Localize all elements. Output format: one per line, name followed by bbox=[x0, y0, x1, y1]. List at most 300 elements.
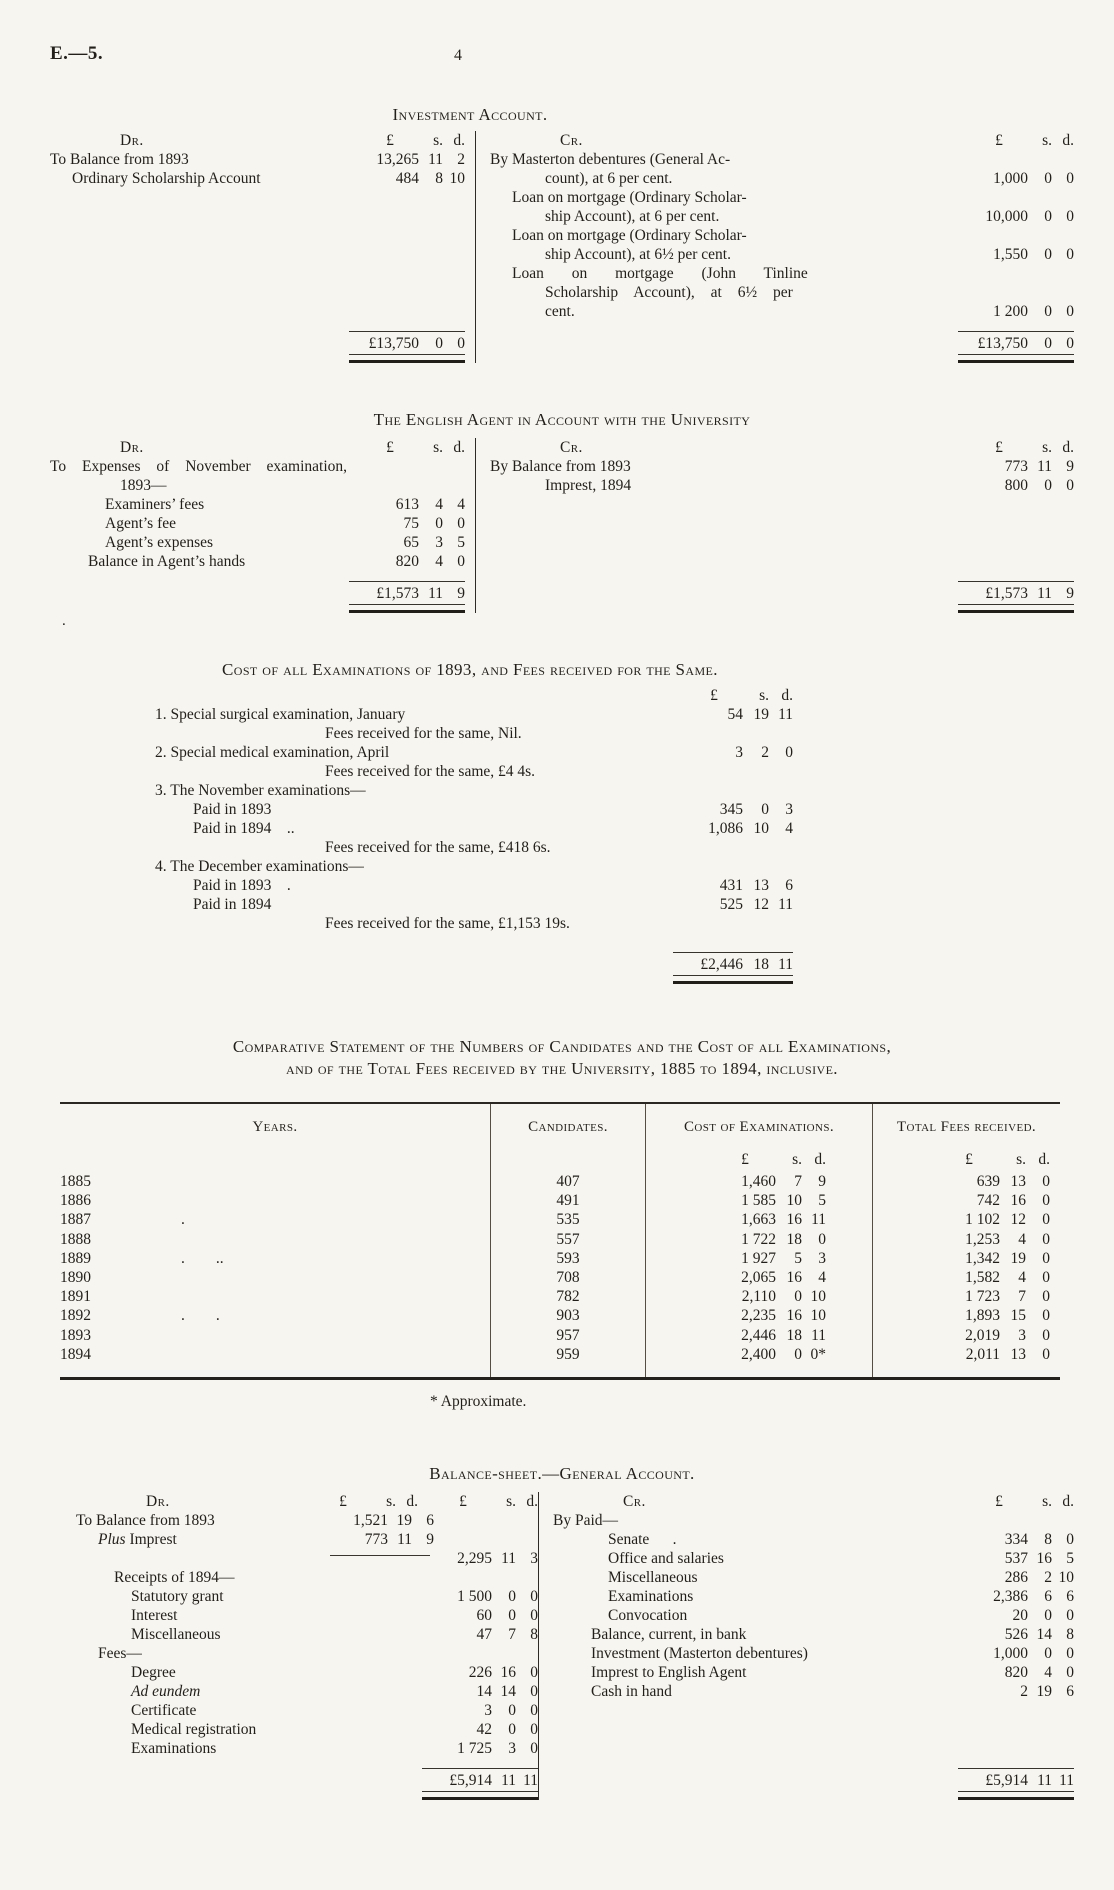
ledger-row bbox=[553, 1625, 1074, 1644]
cost-amount bbox=[646, 1326, 872, 1345]
total-amount-value-s: 0 bbox=[1044, 335, 1052, 352]
amount-p: 820 bbox=[1004, 1663, 1028, 1681]
amount-col2-s: 0 bbox=[508, 1701, 516, 1719]
cost-value-s: 10 bbox=[786, 1192, 802, 1210]
money-column-header-p: £ bbox=[995, 1492, 1003, 1510]
masthead bbox=[50, 44, 1074, 64]
double-rule bbox=[958, 354, 1074, 363]
amount-p: 10,000 bbox=[985, 208, 1028, 225]
total-amount-value-p: £1,573 bbox=[376, 585, 419, 602]
money-column-header-p: £ bbox=[386, 439, 394, 456]
total-block bbox=[958, 1768, 1074, 1800]
money-column-header-s: s. bbox=[506, 1492, 516, 1510]
amount bbox=[970, 1663, 1074, 1682]
money-column-header-d: d. bbox=[781, 687, 793, 704]
amount-col2 bbox=[434, 1587, 538, 1606]
fees-value-p: 1,342 bbox=[965, 1249, 1000, 1267]
cost-value-d: 5 bbox=[818, 1192, 826, 1210]
cost-value-d: 9 bbox=[818, 1173, 826, 1190]
money-column-header-s: s. bbox=[1042, 1492, 1052, 1510]
money-column-header-p: £ bbox=[995, 132, 1003, 149]
money-column-header-s: s. bbox=[792, 1151, 802, 1168]
ledger-line: Investment (Masterton debentures) bbox=[591, 1644, 808, 1662]
amount bbox=[361, 514, 465, 533]
amount-d: 0 bbox=[1066, 246, 1074, 263]
amount bbox=[970, 1644, 1074, 1663]
ledger-line: Plus Imprest bbox=[98, 1530, 177, 1548]
ledger-row-text bbox=[553, 1530, 970, 1549]
amount-s: 14 bbox=[1036, 1625, 1052, 1643]
ledger-row bbox=[50, 533, 465, 552]
amount bbox=[685, 895, 793, 914]
ledger-row-text bbox=[490, 188, 970, 226]
balance-sheet-ledger bbox=[50, 1492, 1074, 1800]
ledger-row-text bbox=[50, 514, 361, 533]
candidates-cell: 535 bbox=[490, 1210, 645, 1229]
total-amount-value-p: £5,914 bbox=[449, 1771, 492, 1789]
ledger-row-text bbox=[553, 1511, 1074, 1530]
comparative-title-line2: and of the Total Fees received by the University, 1885 to 1894, inclusive. bbox=[286, 1059, 838, 1078]
ledger-line: Interest bbox=[131, 1606, 178, 1624]
dr-cr-label: Dr. bbox=[120, 132, 144, 149]
money-column-header-p: £ bbox=[339, 1492, 347, 1510]
amount-col2 bbox=[434, 1625, 538, 1644]
candidates-cell: 407 bbox=[490, 1172, 645, 1191]
cost-value-s: 16 bbox=[786, 1307, 802, 1325]
cost-value-p: 1,460 bbox=[741, 1173, 776, 1190]
amount-col1 bbox=[330, 1511, 434, 1530]
money-column-header-s: s. bbox=[759, 687, 769, 704]
ledger-row bbox=[490, 226, 1074, 264]
ledger-line: Imprest, 1894 bbox=[545, 477, 632, 494]
ledger-row-text bbox=[76, 1606, 330, 1625]
amount-col2-s: 0 bbox=[508, 1606, 516, 1624]
fees-value-p: 2,011 bbox=[965, 1345, 1000, 1363]
money-column-header bbox=[345, 131, 465, 150]
ledger-line: To Balance from 1893 bbox=[76, 1511, 215, 1529]
amount-col1-s: 19 bbox=[396, 1511, 412, 1529]
total-amount-value-d: 0 bbox=[1066, 335, 1074, 352]
money-subheader-cell bbox=[490, 1150, 645, 1172]
money-column-headers bbox=[298, 1492, 538, 1511]
ledger-row-text bbox=[553, 1644, 970, 1663]
fees-value-d: 0 bbox=[1042, 1345, 1050, 1363]
amount-s: 11 bbox=[428, 151, 443, 168]
cost-value-d: 4 bbox=[818, 1268, 826, 1286]
ledger-line: Agent’s expenses bbox=[105, 534, 214, 551]
ledger-row-text bbox=[50, 495, 361, 514]
total-amount bbox=[958, 581, 1074, 604]
cost-value-p: 1 585 bbox=[741, 1192, 776, 1210]
money-subheader bbox=[646, 1150, 872, 1169]
account-side-header bbox=[76, 1492, 538, 1511]
amount-col2-s: 7 bbox=[508, 1625, 516, 1643]
amount-d: 4 bbox=[457, 496, 465, 513]
fees-cell bbox=[872, 1306, 1060, 1325]
ledger-row bbox=[50, 457, 465, 495]
candidates-cell: 708 bbox=[490, 1268, 645, 1287]
amount-s: 11 bbox=[1037, 458, 1052, 475]
ledger-line: Loan on mortgage (Ordinary Scholar- bbox=[512, 189, 747, 206]
total-amount-value-s: 11 bbox=[428, 585, 443, 602]
ledger-row-text bbox=[553, 1587, 970, 1606]
amount-col1 bbox=[330, 1530, 434, 1549]
amount-col2-p: 42 bbox=[476, 1720, 492, 1738]
ledger-line: To Balance from 1893 bbox=[50, 151, 189, 168]
ledger-row bbox=[76, 1682, 538, 1701]
account-side-header bbox=[490, 438, 1074, 457]
money-column-header bbox=[954, 131, 1074, 150]
ledger-line: Imprest to English Agent bbox=[591, 1663, 747, 1681]
cost-amount bbox=[646, 1230, 872, 1249]
cost-line: 2. Special medical examination, April bbox=[155, 744, 390, 761]
money-column-header-p: £ bbox=[459, 1492, 467, 1510]
amount-s: 0 bbox=[1044, 208, 1052, 225]
ledger-row bbox=[553, 1606, 1074, 1625]
fees-amount bbox=[873, 1230, 1060, 1249]
fees-value-p: 1 723 bbox=[965, 1288, 1000, 1306]
ledger-row bbox=[50, 514, 465, 533]
money-column-header bbox=[698, 1150, 826, 1169]
ledger-row-text bbox=[490, 150, 970, 188]
fees-value bbox=[938, 1249, 1050, 1268]
money-subheader-cell bbox=[645, 1150, 872, 1172]
year-cell bbox=[60, 1306, 490, 1325]
cost-row bbox=[155, 762, 793, 781]
money-column-header-p: £ bbox=[386, 132, 394, 149]
ledger-line: Examinations bbox=[608, 1587, 694, 1605]
money-column-header-s: s. bbox=[1016, 1151, 1026, 1168]
money-column-header-p: £ bbox=[741, 1151, 749, 1168]
ledger-line: Convocation bbox=[608, 1606, 688, 1624]
ledger-row-text bbox=[76, 1625, 330, 1644]
total-row bbox=[155, 952, 793, 984]
fees-value-s: 13 bbox=[1010, 1345, 1026, 1363]
cost-row bbox=[155, 800, 793, 819]
cost-value-s: 16 bbox=[786, 1211, 802, 1229]
investment-dr-side bbox=[50, 131, 476, 363]
amount-d: 10 bbox=[449, 170, 465, 187]
candidates-cell: 557 bbox=[490, 1230, 645, 1249]
amount-s: 2 bbox=[1044, 1568, 1052, 1586]
fees-value-d: 0 bbox=[1042, 1268, 1050, 1286]
ledger-row bbox=[490, 476, 1074, 495]
year-value: 1891 bbox=[60, 1288, 91, 1306]
amount-p: 345 bbox=[719, 801, 743, 818]
fees-value bbox=[938, 1191, 1050, 1210]
fees-cell bbox=[872, 1345, 1060, 1364]
total-amount bbox=[349, 581, 465, 604]
amount-col1-p: 773 bbox=[364, 1530, 388, 1548]
cost-value bbox=[714, 1210, 826, 1229]
total-amount bbox=[673, 952, 793, 975]
cost-value-s: 5 bbox=[794, 1249, 802, 1267]
account-side-header bbox=[553, 1492, 1074, 1511]
total-amount-value-d: 0 bbox=[457, 335, 465, 352]
year-value: 1885 bbox=[60, 1173, 91, 1190]
amount-d: 10 bbox=[1058, 1568, 1074, 1586]
fees-value-p: 742 bbox=[976, 1192, 1000, 1210]
amount-p: 773 bbox=[1004, 458, 1028, 475]
cost-value-p: 2,235 bbox=[741, 1307, 776, 1325]
amount-col2-p: 14 bbox=[476, 1682, 492, 1700]
balance-dr-side bbox=[50, 1492, 539, 1800]
cost-line: Paid in 1893 bbox=[193, 801, 272, 818]
ledger-line: Agent’s fee bbox=[105, 515, 177, 532]
carry-amount-s: 11 bbox=[501, 1549, 516, 1567]
cost-line: Fees received for the same, £418 6s. bbox=[325, 839, 551, 856]
ledger-row bbox=[553, 1663, 1074, 1682]
fees-value-s: 16 bbox=[1010, 1192, 1026, 1210]
cost-value bbox=[714, 1172, 826, 1191]
amount-col2-d: 0 bbox=[530, 1663, 538, 1681]
amount-col2-p: 1 500 bbox=[457, 1587, 492, 1605]
ledger-row-text bbox=[76, 1663, 330, 1682]
ledger-line: By Paid— bbox=[553, 1511, 619, 1529]
amount bbox=[970, 302, 1074, 321]
fees-value-d: 0 bbox=[1042, 1307, 1050, 1325]
amount-p: 800 bbox=[1004, 477, 1028, 494]
stray-marks: . . bbox=[181, 1307, 220, 1325]
ledger-row bbox=[553, 1511, 1074, 1530]
ledger-row-text bbox=[553, 1606, 970, 1625]
cost-amount bbox=[646, 1345, 872, 1364]
total-amount bbox=[958, 1768, 1074, 1791]
amount-s: 6 bbox=[1044, 1587, 1052, 1605]
money-column-header-d: d. bbox=[453, 132, 465, 149]
amount-col1-d: 9 bbox=[426, 1530, 434, 1548]
stray-marks: . .. bbox=[181, 1249, 224, 1267]
amount-p: 2 bbox=[1020, 1682, 1028, 1700]
amount-col2-p: 226 bbox=[468, 1663, 492, 1681]
money-column-header bbox=[418, 1492, 538, 1511]
amount bbox=[361, 150, 465, 169]
spacer bbox=[490, 321, 1074, 331]
amount-d: 0 bbox=[1066, 1530, 1074, 1548]
table-bottom-padding bbox=[645, 1364, 872, 1377]
dr-cr-label: Dr. bbox=[146, 1492, 170, 1510]
total-amount-value-s: 18 bbox=[753, 956, 769, 973]
cost-of-examinations-list bbox=[155, 686, 793, 984]
amount bbox=[970, 1549, 1074, 1568]
fees-amount bbox=[873, 1249, 1060, 1268]
cost-value-p: 1 927 bbox=[741, 1249, 776, 1267]
cost-money-header bbox=[155, 686, 793, 705]
cost-value-d: 0 bbox=[818, 1230, 826, 1248]
total-amount-value bbox=[958, 334, 1074, 353]
total-row bbox=[553, 1768, 1074, 1800]
carry-amount bbox=[434, 1549, 538, 1568]
amount-s: 13 bbox=[753, 877, 769, 894]
fees-value-p: 1 102 bbox=[965, 1211, 1000, 1229]
money-column-header bbox=[954, 438, 1074, 457]
ledger-row bbox=[76, 1701, 538, 1720]
cost-value-s: 16 bbox=[786, 1268, 802, 1286]
total-amount-value-s: 11 bbox=[1037, 1771, 1052, 1789]
cost-value-p: 1,663 bbox=[741, 1211, 776, 1229]
total-amount-value-d: 9 bbox=[457, 585, 465, 602]
year-cell bbox=[60, 1249, 490, 1268]
dr-cr-label: Cr. bbox=[560, 132, 583, 149]
stray-ink-dot: . bbox=[62, 613, 66, 629]
cost-row bbox=[155, 819, 793, 838]
fees-value-p: 1,893 bbox=[965, 1307, 1000, 1325]
amount-d: 0 bbox=[1066, 1663, 1074, 1681]
ledger-row-text bbox=[490, 476, 970, 495]
year-cell bbox=[60, 1268, 490, 1287]
account-side-header bbox=[490, 131, 1074, 150]
ledger-row-text bbox=[50, 150, 361, 169]
amount-p: 13,265 bbox=[376, 151, 419, 168]
money-column-header bbox=[298, 1492, 418, 1511]
total-amount-value bbox=[349, 584, 465, 603]
ledger-row-text bbox=[76, 1644, 330, 1663]
amount-col2-p: 3 bbox=[484, 1701, 492, 1719]
amount-s: 0 bbox=[1044, 170, 1052, 187]
dr-cr-label: Cr. bbox=[560, 439, 583, 456]
ledger-row bbox=[76, 1720, 538, 1739]
ledger-row bbox=[50, 552, 465, 571]
ledger-row-text bbox=[553, 1663, 970, 1682]
amount bbox=[685, 819, 793, 838]
fees-value-d: 0 bbox=[1042, 1288, 1050, 1306]
column-header: Cost of Examinations. bbox=[645, 1104, 872, 1150]
cost-row-text bbox=[155, 724, 793, 743]
spacer bbox=[155, 933, 793, 943]
ledger-row-text bbox=[76, 1587, 330, 1606]
money-column-header-p: £ bbox=[995, 439, 1003, 456]
carry-amount-p: 2,295 bbox=[457, 1549, 492, 1567]
cost-row-text bbox=[155, 914, 793, 933]
ledger-row bbox=[490, 188, 1074, 226]
total-block bbox=[958, 581, 1074, 613]
fees-value bbox=[938, 1268, 1050, 1287]
amount bbox=[970, 207, 1074, 226]
amount-p: 286 bbox=[1004, 1568, 1028, 1586]
amount-d: 11 bbox=[778, 896, 793, 913]
amount-p: 334 bbox=[1004, 1530, 1028, 1548]
cost-value-p: 2,110 bbox=[741, 1288, 776, 1306]
cost-row bbox=[155, 876, 793, 895]
table-footnote: * Approximate. bbox=[430, 1392, 527, 1410]
amount-d: 0 bbox=[1066, 303, 1074, 320]
cost-row bbox=[155, 914, 793, 933]
money-column-header-p: £ bbox=[710, 687, 718, 704]
amount-s: 0 bbox=[435, 515, 443, 532]
cost-row bbox=[155, 857, 793, 876]
cost-row bbox=[155, 705, 793, 724]
cost-cell bbox=[645, 1326, 872, 1345]
amount-d: 5 bbox=[457, 534, 465, 551]
amount-col2 bbox=[434, 1701, 538, 1720]
fees-value-p: 1,253 bbox=[965, 1230, 1000, 1248]
ledger-row-text bbox=[76, 1720, 330, 1739]
total-amount-value bbox=[422, 1771, 538, 1790]
ledger-line: Balance, current, in bank bbox=[591, 1625, 747, 1643]
ledger-line: Scholarship Account), at 6½ per bbox=[545, 284, 793, 301]
ledger-row-text bbox=[50, 552, 361, 571]
comparative-title-line1: Comparative Statement of the Numbers of Candidates and the Cost of all Examinations, bbox=[232, 1037, 892, 1056]
ledger-line: Examiners’ fees bbox=[105, 496, 205, 513]
total-amount-value-p: £13,750 bbox=[977, 335, 1028, 352]
total-amount-value-d: 11 bbox=[523, 1771, 538, 1789]
amount-d: 3 bbox=[785, 801, 793, 818]
fees-value-s: 12 bbox=[1010, 1211, 1026, 1229]
year-value: 1893 bbox=[60, 1326, 91, 1344]
amount-p: 526 bbox=[1004, 1625, 1028, 1643]
ledger-line: ship Account), at 6 per cent. bbox=[545, 208, 720, 225]
amount-d: 0 bbox=[457, 515, 465, 532]
cost-row bbox=[155, 781, 793, 800]
fees-value-s: 4 bbox=[1018, 1230, 1026, 1248]
money-subheader bbox=[873, 1150, 1060, 1169]
cost-row-text bbox=[155, 895, 685, 914]
amount-p: 1,000 bbox=[993, 1644, 1028, 1662]
amount bbox=[970, 457, 1074, 476]
amount-p: 820 bbox=[395, 553, 419, 570]
fees-cell bbox=[872, 1287, 1060, 1306]
money-column-header-s: s. bbox=[1042, 132, 1052, 149]
cost-line: 1. Special surgical examination, January bbox=[155, 706, 406, 723]
spacer bbox=[553, 1701, 1074, 1768]
money-column-header-p: £ bbox=[965, 1151, 973, 1168]
amount-p: 613 bbox=[395, 496, 419, 513]
amount-p: 2,386 bbox=[993, 1587, 1028, 1605]
double-rule bbox=[349, 354, 465, 363]
account-side-header bbox=[50, 131, 465, 150]
money-column-header bbox=[922, 1150, 1050, 1169]
double-rule bbox=[958, 1791, 1074, 1800]
amount-col2-d: 0 bbox=[530, 1587, 538, 1605]
ledger-row-text bbox=[50, 533, 361, 552]
amount-col2 bbox=[434, 1606, 538, 1625]
page-number: 4 bbox=[454, 47, 462, 64]
cost-cell bbox=[645, 1345, 872, 1364]
amount-s: 10 bbox=[753, 820, 769, 837]
amount-d: 9 bbox=[1066, 458, 1074, 475]
ledger-row bbox=[76, 1606, 538, 1625]
column-header: Years. bbox=[252, 1118, 298, 1135]
money-column-header-d: d. bbox=[453, 439, 465, 456]
cost-amount bbox=[646, 1306, 872, 1325]
amount-col2-s: 16 bbox=[500, 1663, 516, 1681]
ledger-line: Loan on mortgage (Ordinary Scholar- bbox=[512, 227, 747, 244]
table-bottom-padding bbox=[490, 1364, 645, 1377]
cost-row-text bbox=[155, 838, 793, 857]
cost-line: Paid in 1894 bbox=[193, 896, 272, 913]
money-column-header bbox=[954, 1492, 1074, 1511]
money-column-header-d: d. bbox=[526, 1492, 538, 1510]
cost-value-s: 7 bbox=[794, 1173, 802, 1190]
amount bbox=[970, 476, 1074, 495]
ledger-line: Degree bbox=[131, 1663, 176, 1681]
amount bbox=[970, 1530, 1074, 1549]
money-column-header-s: s. bbox=[386, 1492, 396, 1510]
ledger-row-text bbox=[490, 457, 970, 476]
amount-d: 0 bbox=[457, 553, 465, 570]
account-side-header bbox=[50, 438, 465, 457]
amount-col2-s: 0 bbox=[508, 1720, 516, 1738]
amount-s: 0 bbox=[1044, 303, 1052, 320]
cost-value-d: 11 bbox=[811, 1211, 826, 1229]
fees-value-p: 1,582 bbox=[965, 1268, 1000, 1286]
total-row bbox=[76, 1768, 538, 1800]
ledger-row-text bbox=[490, 264, 970, 321]
amount bbox=[685, 743, 793, 762]
ledger-line: Medical registration bbox=[131, 1720, 257, 1738]
cost-row-text bbox=[155, 876, 685, 895]
ledger-row bbox=[76, 1739, 538, 1758]
